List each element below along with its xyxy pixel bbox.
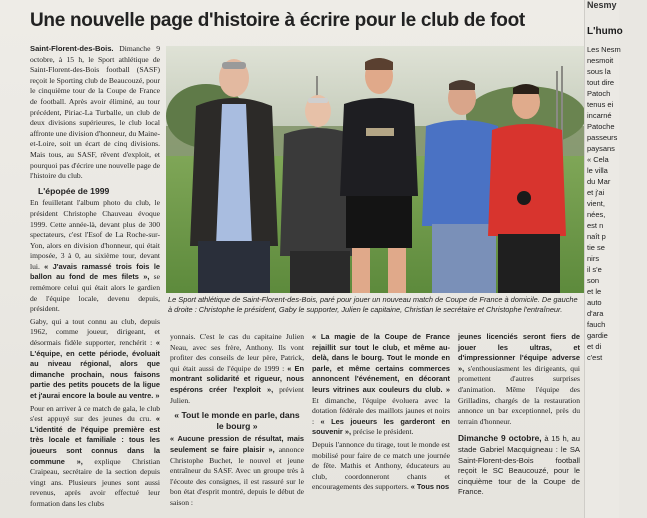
dateline: Saint-Florent-des-Bois. [30,44,114,53]
quote: « Tous nos [410,482,450,492]
paragraph-text: précise le président. [352,427,414,437]
adjacent-line: « Cela [587,155,609,164]
adjacent-line: c'est [587,353,603,362]
subhead-epopee: L'épopée de 1999 [38,185,110,196]
paragraph-text: s'enthousiasment les dirigeants, qui promettent d'autres surprises d'animation. Même l'équipe des Grilladins, chargés de la restauration annonce un bar exceptionnel, près du terrain d'honneur. [458,363,580,426]
paragraph [170,434,304,508]
adjacent-line: et j'ai [587,188,605,197]
adjacent-line: paysans [587,144,615,153]
paragraph-text: Et dimanche, l'équipe évoluera avec la dotation fédérale des maillots jaunes et noirs : [312,395,450,426]
paragraph [312,440,450,493]
quote: « L'identité de l'équipe première est très locale et familiale : tous les joueurs sont connus dans la commune », [30,414,160,466]
paragraph-text: Gaby, qui a tout connu au club, depuis 1962, comme joueur, dirigeant, et désormais fidèle supporter, renchérit : [30,316,160,348]
adjacent-line: il s'e [587,265,602,274]
match-info-text: à 15 h, au stade Gabriel Macquigneau : le SA Saint-Florent-des-Bois football reçoit le SC Beaucouzé, pour le cinquième tour de la Coupe de France. [458,434,580,497]
team-photo [166,46,584,293]
adjacent-line: d'ara [587,309,604,318]
adjacent-line: et di [587,342,602,351]
adjacent-body [587,44,647,363]
adjacent-line: du Mar [587,177,611,186]
paragraph [30,317,160,402]
adjacent-article-column [584,0,623,518]
adjacent-line: Patoch [587,89,611,98]
adjacent-line: incarné [587,111,612,120]
quote: « Aucune pression de résultat, mais seulement se faire plaisir », [170,434,304,454]
adjacent-town: Nesmy [587,0,617,10]
adjacent-line: et le [587,287,602,296]
adjacent-line: sous la [587,67,611,76]
column-3 [312,332,450,493]
adjacent-line: passeurs [587,133,618,142]
paragraph-text: En feuilletant l'album photo du club, le président Christophe Chauveau évoque 1999. Cette année-là, devant plus de 300 spectateurs, c'est l'Esof de La Roche-sur-Yon, alors en division d'honneur, qui était imposée, 3 à 0, au sixième tour, devant lui. [30,198,160,271]
paragraph-text: Depuis l'annonce du tirage, tout le monde est mobilisé pour faire de ce match une journée de fête. Mathis et Anthony, éducateurs au club, coordonneront chants et encouragements des supporters. [312,439,450,492]
paragraph [312,332,450,438]
adjacent-line: fauch [587,320,606,329]
column-1 [30,44,160,510]
paragraph [30,404,160,510]
quote: « En montrant solidarité et rigueur, nous espérons créer l'exploit », [170,363,305,394]
photo-caption: Le Sport athlétique de Saint-Florent-des-Bois, paré pour jouer un nouveau match de Coupe de France à domicile. De gauche à droite : Christophe le président, Gaby le supporter, Julien le capitaine, Christian le secrétaire et Christophe l'entraîneur. [168,295,578,314]
paragraph [458,332,580,427]
paragraph [30,198,160,315]
adjacent-line: vient, [587,199,605,208]
adjacent-line: auto [587,298,602,307]
adjacent-line: son [587,276,600,285]
lead-text: Dimanche 9 octobre, à 15 h, le Sport athlétique de Saint-Florent-des-Bois football (SASF) reçoit le Sporting club de Beaucouzé, pour le cinquième tour de la Coupe de France de football. Après avoir éliminé, au tour précédent, Piriac-La Turballe, un club de deux divisions supérieures, le club local affronte une division d'honneur, du Maine-et-Loire, soit un écart de cinq divisions. Mais tous, au SASF, rêvent d'exploit, et pourquoi pas d'écrire une nouvelle page de l'histoire du club. [30,44,160,181]
adjacent-line: naît p [587,232,606,241]
quote: « La magie de la Coupe de France rejaillit sur tout le club, et même au-delà, dans le bourg. Tout le monde en parle, et même certains commerces annoncent l'événement, en décorant leurs vitrines aux couleurs du club. » [312,332,450,394]
adjacent-line: nesmoit [587,56,614,65]
paragraph-text: Pour en arriver à ce match de gala, le club s'est appuyé sur des jeunes du cru. [30,403,160,424]
adjacent-headline: L'humo [587,26,623,37]
adjacent-line: tout dire [587,78,615,87]
adjacent-line: est n [587,221,604,230]
quote: « L'équipe, en cette période, évoluait au niveau régional, alors que dimanche prochain, nous faisons partie des petits poucets de la ligue et j'aurai encore la boule au ventre. » [30,338,160,400]
quote: « Les joueurs les garderont en souvenir », [312,416,450,437]
adjacent-line: tie se [587,243,605,252]
match-date: Dimanche 9 octobre, [458,433,542,444]
adjacent-line: nirs [587,254,600,263]
adjacent-line: le villa [587,166,608,175]
adjacent-line: gardie [587,331,608,340]
subhead-bourg: « Tout le monde en parle, dans le bourg » [174,410,300,431]
lead-paragraph [30,44,160,182]
paragraph-text: yonnais. C'est le cas du capitaine Julien Neau, avec ses frère, Anthony. Ils vont profiter des conseils de leur père, Patrick, qui était aussi de l'équipe de 1999 : [170,332,304,373]
paragraph-text: annonce Christophe Buchet, le nouvel et jeune entraîneur du SASF. Avec un groupe très à l'écoute des consignes, il est rassuré sur le bon état d'esprit montré, depuis le début de saison : [170,444,304,507]
paragraph-text: explique Christian Craipeau, secrétaire de la section depuis vingt ans. Plusieurs jeunes sont aussi revenus, après avoir effectué leur formation dans les clubs [30,456,161,508]
column-2 [170,332,304,509]
adjacent-line: Patoche [587,122,615,131]
team-photo-illustration [166,46,584,293]
quote: « J'avais ramassé trois fois le ballon au fond de mes filets », [30,261,160,282]
match-info-box [458,433,580,498]
adjacent-line: tenus ei [587,100,614,109]
column-4 [458,332,580,498]
paragraph-text: se remémore celui qui était alors le gardien de l'équipe locale, devenu depuis, président. [30,272,160,314]
adjacent-line: nées, [587,210,606,219]
adjacent-line: Les Nesm [587,45,621,54]
paragraph-text: prévient Julien. [170,384,304,405]
paragraph [170,332,304,406]
quote: jeunes licenciés seront fiers de jouer les ultras, et d'impressionner l'équipe adverse », [458,332,580,373]
headline: Une nouvelle page d'histoire à écrire pour le club de foot [30,10,525,31]
